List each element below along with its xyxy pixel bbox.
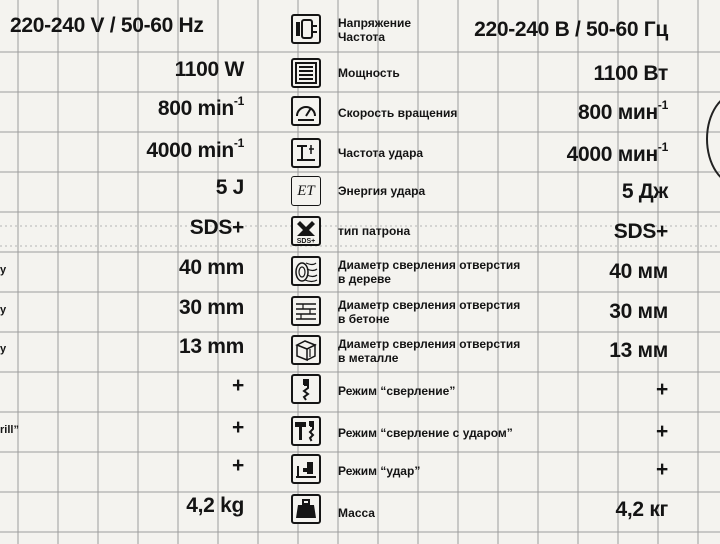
spec-value-en: 30 mm — [178, 296, 244, 319]
spec-label-line1: Диаметр сверления отверстия — [338, 337, 521, 351]
spec-label-line1: Режим “удар” — [338, 464, 421, 478]
spec-label-line1: тип патрона — [338, 224, 411, 238]
spec-value-en — [158, 96, 244, 121]
spec-value-ru: + — [656, 458, 668, 481]
spec-value-en: + — [232, 416, 244, 439]
chuck-icon — [291, 216, 321, 246]
spec-label — [338, 16, 411, 44]
plug-icon — [291, 14, 321, 44]
spec-value-ru-exp: -1 — [657, 98, 668, 112]
spec-value-ru-main: 4000 мин — [566, 143, 658, 166]
spec-value-ru: 1100 Вт — [593, 62, 668, 85]
spec-value-ru: 30 мм — [609, 300, 668, 323]
spec-label-line1: Масса — [338, 506, 375, 520]
spec-value-ru: 4,2 кг — [615, 498, 668, 521]
spec-label — [338, 66, 400, 80]
spec-label — [338, 464, 420, 478]
motor-icon — [291, 58, 321, 88]
spec-value-en: 1100 W — [174, 58, 244, 81]
spec-value-en — [146, 138, 244, 163]
spec-label — [338, 426, 513, 440]
spec-value-ru — [567, 142, 668, 167]
spec-label — [338, 224, 410, 238]
spec-label — [338, 106, 457, 120]
spec-value-en: 13 mm — [178, 335, 244, 358]
spec-value-en: SDS+ — [189, 216, 244, 239]
spec-value-ru: 5 Дж — [621, 180, 668, 203]
clipped-text: y — [0, 343, 7, 355]
spec-label-line1: Напряжение — [338, 16, 412, 30]
clipped-text: rill” — [0, 424, 19, 436]
spec-value-en: + — [232, 454, 244, 477]
spec-label-line1: Энергия удара — [338, 184, 426, 198]
spec-value-en-exp: -1 — [233, 94, 244, 108]
metal-icon — [291, 335, 321, 365]
spec-label-line1: Частота удара — [338, 146, 424, 160]
weight-icon — [291, 494, 321, 524]
hammer-drill-mode-icon — [291, 416, 321, 446]
concrete-icon — [291, 296, 321, 326]
spec-label — [338, 258, 520, 286]
spec-label-line2: в дереве — [338, 272, 391, 286]
spec-label-line2: в бетоне — [338, 312, 390, 326]
spec-value-en-exp: -1 — [233, 136, 244, 150]
chuck-icon-text: SDS+ — [296, 238, 316, 244]
clipped-text: y — [0, 304, 7, 316]
spec-value-en: 220-240 V / 50-60 Hz — [10, 14, 204, 37]
spec-label — [338, 184, 425, 198]
impact-rate-icon — [291, 138, 321, 168]
spec-value-en: 5 J — [215, 176, 244, 199]
seal-edge — [706, 92, 720, 186]
impact-energy-icon: ET — [291, 176, 321, 206]
spec-value-ru: 40 мм — [609, 260, 668, 283]
wood-icon — [291, 256, 321, 286]
speed-gauge-icon — [291, 96, 321, 126]
spec-label-line1: Диаметр сверления отверстия — [338, 298, 521, 312]
spec-value-ru-main: 800 мин — [578, 101, 658, 124]
spec-value-en-main: 800 min — [157, 97, 234, 120]
spec-label — [338, 337, 520, 365]
clipped-text: y — [0, 264, 7, 276]
spec-value-ru: + — [656, 378, 668, 401]
spec-label-line1: Скорость вращения — [338, 106, 458, 120]
spec-value-ru: + — [656, 420, 668, 443]
spec-value-en: 4,2 kg — [186, 494, 244, 517]
spec-value-ru — [578, 100, 668, 125]
spec-label — [338, 298, 520, 326]
spec-label-line2: в металле — [338, 351, 399, 365]
spec-label-line1: Мощность — [338, 66, 400, 80]
spec-label — [338, 506, 375, 520]
spec-value-ru: 13 мм — [609, 339, 668, 362]
spec-label-line1: Режим “сверление” — [338, 384, 456, 398]
spec-label — [338, 146, 423, 160]
drill-mode-icon — [291, 374, 321, 404]
spec-label-line1: Диаметр сверления отверстия — [338, 258, 521, 272]
spec-label-line2: Частота — [338, 30, 386, 44]
spec-value-ru: 220-240 В / 50-60 Гц — [474, 18, 668, 41]
spec-value-ru: SDS+ — [613, 220, 668, 243]
spec-value-en-main: 4000 min — [146, 139, 234, 162]
spec-value-ru-exp: -1 — [657, 140, 668, 154]
spec-label — [338, 384, 455, 398]
spec-label-line1: Режим “сверление с ударом” — [338, 426, 513, 440]
spec-value-en: 40 mm — [178, 256, 244, 279]
spec-value-en: + — [232, 374, 244, 397]
chisel-mode-icon — [291, 454, 321, 484]
